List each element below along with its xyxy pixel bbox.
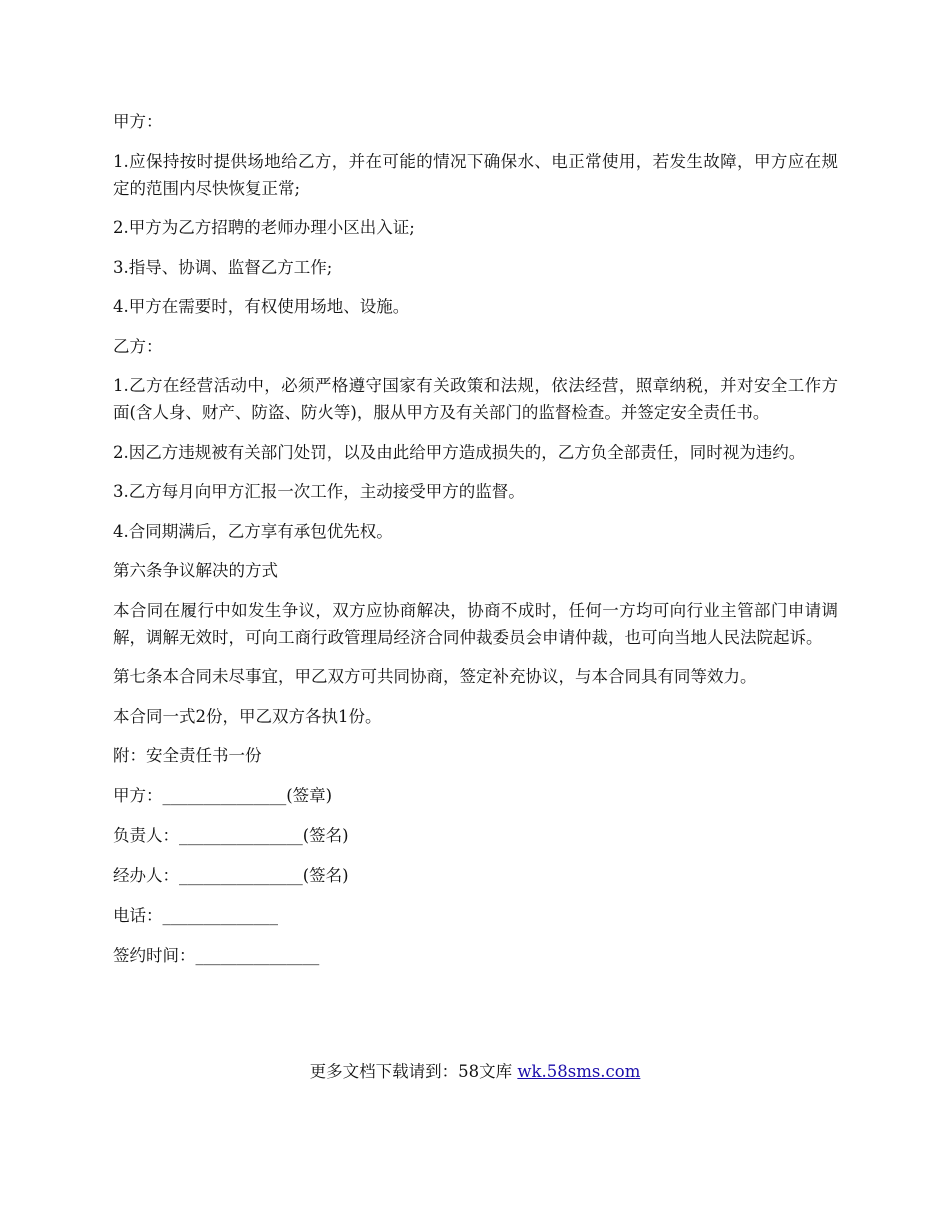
party-a-clause-4: 4.甲方在需要时，有权使用场地、设施。 (113, 297, 410, 316)
party-a-clause-3: 3.指导、协调、监督乙方工作; (113, 257, 333, 277)
party-b-clause-1: 1.乙方在经营活动中，必须严格遵守国家有关政策和法规，依法经营，照章纳税，并对安全工作方面(含人身、财产、防盗、防火等)，服从甲方及有关部门的监督检查。并签定安全责任书。 (113, 376, 838, 422)
party-b-clause-2: 2.因乙方违规被有关部门处罚，以及由此给甲方造成损失的，乙方负全部责任，同时视为违约。 (113, 442, 806, 462)
party-b-clause-4: 4.合同期满后，乙方享有承包优先权。 (113, 521, 393, 541)
article-six-text: 本合同在履行中如发生争议，双方应协商解决，协商不成时，任何一方均可向行业主管部门申请调解，调解无效时，可向工商行政管理局经济合同仲裁委员会申请仲裁，也可向当地人民法院起诉。 (113, 600, 838, 647)
party-a-clause-2: 2.甲方为乙方招聘的老师办理小区出入证; (113, 218, 415, 237)
signature-party-a: 甲方：_______________(签章) (113, 785, 333, 805)
article-seven-text: 第七条本合同未尽事宜，甲乙双方可共同协商，签定补充协议，与本合同具有同等效力。 (113, 667, 757, 686)
party-a-heading: 甲方： (113, 112, 163, 131)
article-six-heading: 第六条争议解决的方式 (113, 561, 278, 580)
signature-responsible-person: 负责人：_______________(签名) (113, 825, 349, 845)
party-a-clause-1: 1.应保持按时提供场地给乙方，并在可能的情况下确保水、电正常使用，若发生故障，甲方应在规定的范围内尽快恢复正常; (113, 151, 838, 198)
party-b-clause-3: 3.乙方每月向甲方汇报一次工作，主动接受甲方的监督。 (113, 482, 525, 501)
signature-date: 签约时间：_______________ (113, 945, 320, 965)
party-b-heading: 乙方： (113, 336, 163, 356)
signature-phone: 电话：______________ (113, 905, 278, 925)
copies-note: 本合同一式2份，甲乙双方各执1份。 (113, 706, 382, 726)
footer-link[interactable]: wk.58sms.com (517, 1062, 641, 1081)
footer (0, 1058, 950, 1085)
attachment-note: 附：安全责任书一份 (113, 746, 262, 765)
signature-handler: 经办人：_______________(签名) (113, 865, 349, 885)
footer-text: 更多文档下载请到：58文库 (309, 1062, 513, 1081)
document-body (113, 108, 838, 982)
